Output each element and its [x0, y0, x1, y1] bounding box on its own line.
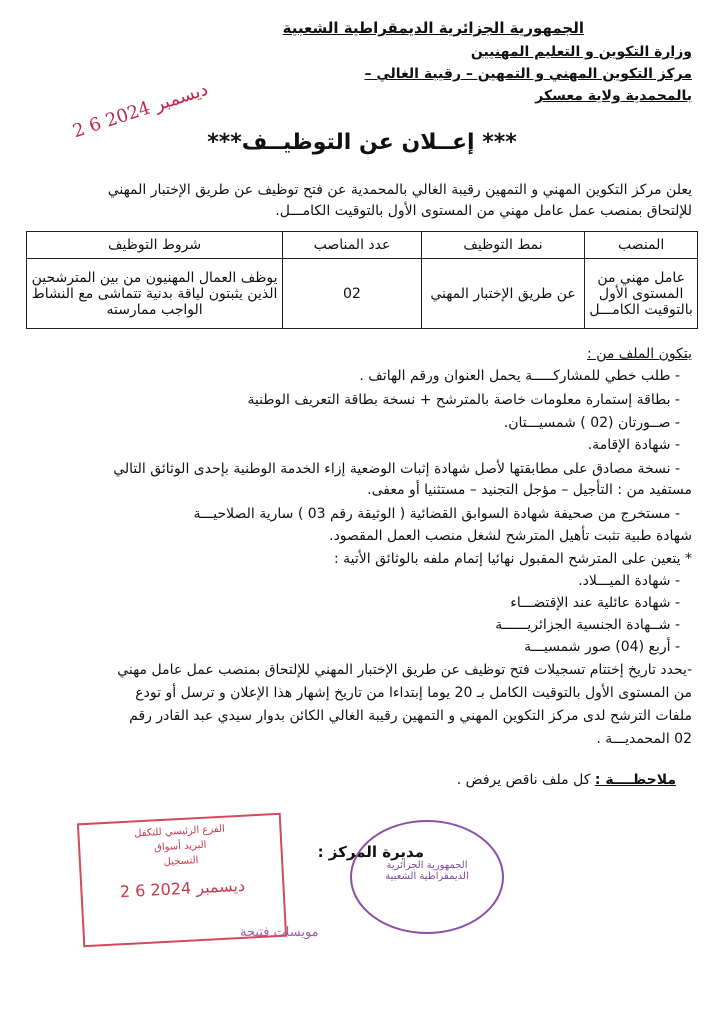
stamp-line: التسجيل	[163, 855, 199, 868]
location-header: بالمحمدية ولاية معسكر	[535, 88, 692, 104]
file-item: - شهادة الإقامة.	[587, 437, 680, 453]
accepted-item: - شهادة الميـــلاد.	[578, 573, 680, 589]
file-item: - طلب خطي للمشاركـــــة يحمل العنوان ورقم الهاتف .	[359, 368, 680, 384]
file-item: - مستخرج من صحيفة شهادة السوابق القضائية ( الوثيقة رقم 03 ) سارية الصلاحيـــة	[193, 506, 680, 522]
note-text: كل ملف ناقص يرفض .	[456, 772, 591, 788]
stamp-line: البريد أسواق	[153, 839, 207, 854]
note-label: ملاحظــــة :	[594, 772, 676, 788]
stamp-line: 2 6 ديسمبر 2024	[119, 875, 246, 902]
col-header-mode: نمط التوظيف	[421, 232, 585, 259]
intro-line-2: للإلتحاق بمنصب عمل عامل مهني من المستوى الأول بالتوقيت الكامـــل.	[275, 203, 692, 219]
file-item: - نسخة مصادق على مطابقتها لأصل شهادة إثبات الوضعية إزاء الخدمة الوطنية بإحدى الوثائق التالي	[113, 461, 680, 477]
cell-position: عامل مهني من المستوى الأول بالتوقيت الكامـــل	[585, 259, 698, 329]
intro-line-1: يعلن مركز التكوين المهني و التمهين رقيبة الغالي بالمحمدية عن فتح توظيف عن طريق الإختبار المهني	[107, 182, 692, 198]
date-stamp: 2 6 ديسمبر 2024	[70, 78, 211, 143]
accepted-item: - شهادة عائلية عند الإقتضـــاء	[510, 595, 680, 611]
page-title: *** إعــلان عن التوظيــف***	[207, 130, 517, 155]
deadline-line-2: من المستوى الأول بالتوقيت الكامل بـ 20 يوما إبتداءا من تاريخ إشهار هذا الإعلان و ترسل أو تودع	[135, 685, 692, 701]
col-header-position: المنصب	[585, 232, 698, 259]
col-header-count: عدد المناصب	[283, 232, 422, 259]
file-item: شهادة طبية تثبت تأهيل المترشح لشغل منصب العمل المقصود.	[329, 528, 692, 544]
accepted-item: - شــهادة الجنسية الجزائريــــــة	[495, 617, 680, 633]
file-item: مستفيد من : التأجيل – مؤجل التجنيد – مستثنيا أو معفى.	[367, 482, 692, 498]
director-label: مديرة المركز :	[317, 843, 424, 861]
deadline-line-3: ملفات الترشح لدى مركز التكوين المهني و التمهين رقيبة الغالي الكائن بدوار سيدي عبد القادر رقم	[129, 708, 692, 724]
seal-text: الجمهورية الجزائرية الديمقراطية الشعبية	[385, 860, 469, 882]
table-header-row	[27, 232, 698, 259]
cell-conditions: يوظف العمال المهنيون من بين المترشحين الذين يثبتون لياقة بدنية تتماشى مع النشاط الواجب ممارسته	[27, 259, 283, 329]
deadline-line-4: 02 المحمديـــة .	[596, 731, 692, 747]
file-title: يتكون الملف من :	[587, 346, 692, 362]
file-item: - صــورتان (02 ) شمسيـــتان.	[503, 415, 680, 431]
note	[32, 770, 676, 790]
signature: مويسات فتيحة	[240, 925, 319, 940]
col-header-conditions: شروط التوظيف	[27, 232, 283, 259]
ministry-header: وزارة التكوين و التعليم المهنيين	[470, 44, 692, 60]
file-item: - بطاقة إستمارة معلومات خاصة بالمترشح + نسخة بطاقة التعريف الوطنية	[247, 392, 680, 408]
republic-header: الجمهورية الجزائرية الديمقراطية الشعبية	[282, 19, 584, 37]
center-header: مركز التكوين المهني و التمهين – رقيبة الغالي –	[364, 66, 692, 82]
accepted-item: - أربع (04) صور شمسيـــة	[524, 639, 680, 655]
positions-table	[26, 231, 698, 329]
round-seal	[350, 820, 504, 934]
deadline-line-1: -يحدد تاريخ إختتام تسجيلات فتح توظيف عن طريق الإختبار المهني للإلتحاق بمنصب عمل عامل مهني	[117, 662, 692, 678]
accepted-title: * يتعين على المترشح المقبول نهائيا إتمام ملفه بالوثائق الأتية :	[334, 551, 692, 567]
cell-count: 02	[283, 259, 422, 329]
stamp-line: الفرع الرئيسي للتكفل	[133, 823, 226, 840]
cell-mode: عن طريق الإختبار المهني	[421, 259, 585, 329]
table-row	[27, 259, 698, 329]
